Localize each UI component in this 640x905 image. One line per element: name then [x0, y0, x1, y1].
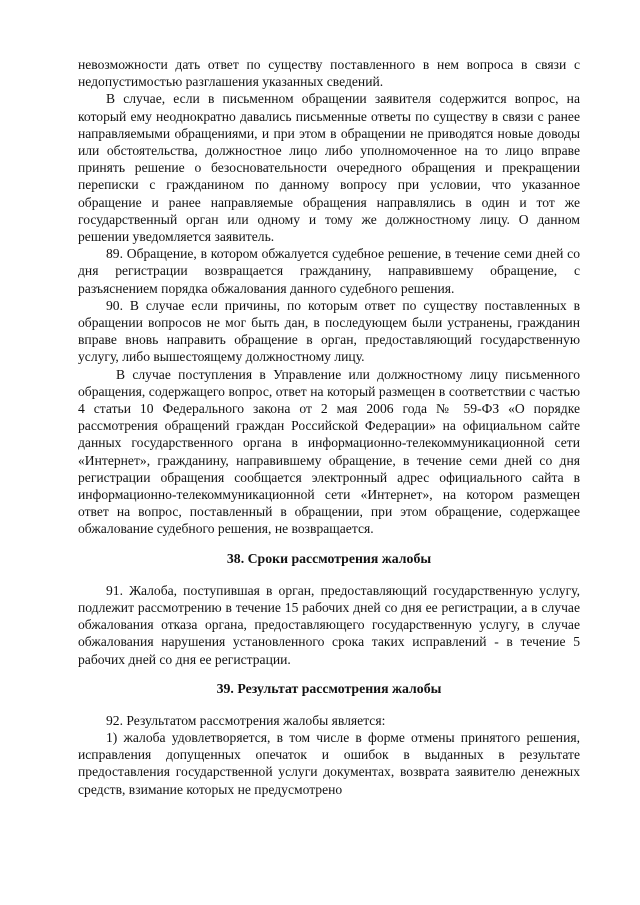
- paragraph-continuation: невозможности дать ответ по существу поставленного в нем вопроса в связи с недопустимостью разглашения указанных сведений.: [78, 57, 580, 90]
- section-38-heading: 38. Сроки рассмотрения жалобы: [226, 550, 432, 566]
- paragraph-91: 91. Жалоба, поступившая в орган, предоставляющий государственную услугу, подлежит рассмотрению в течение 15 рабочих дней со дня ее регистрации, а в случае обжалования отказа органа, предоставляющего государственную услугу, в случае обжалования нарушения установленного срока таких исправлений - в течение 5 рабочих дней со дня ее регистрации.: [78, 582, 580, 667]
- paragraph-90: 90. В случае если причины, по которым ответ по существу поставленных в обращении вопросов не мог быть дан, в последующем были устранены, гражданин вправе вновь направить обращение в орган, предоставляющий государственную услугу, либо вышестоящему должностному лицу.: [78, 297, 580, 365]
- spacer: [78, 697, 580, 712]
- paragraph-92: 92. Результатом рассмотрения жалобы является:: [106, 712, 386, 728]
- spacer: [78, 567, 580, 582]
- document-body: [78, 56, 580, 798]
- spacer: [78, 538, 580, 550]
- paragraph-repeated-appeal: В случае, если в письменном обращении заявителя содержится вопрос, на который ему неоднократно давались письменные ответы по существу в связи с ранее направляемыми обращениями, и при этом в обращении не приводятся новые доводы или обстоятельства, должностное лицо либо уполномоченное на то лицо вправе принять решение о безосновательности очередного обращения и прекращении переписки с гражданином по данному вопросу при условии, что указанное обращение и ранее направляемые обращения направлялись в один и тот же государственный орган или одному и тому же должностному лицу. О данном решении уведомляется заявитель.: [78, 91, 580, 245]
- paragraph-published-answer: В случае поступления в Управление или должностному лицу письменного обращения, содержащего вопрос, ответ на который размещен в соответствии с частью 4 статьи 10 Федерального закона от 2 мая 2006 года № 59-ФЗ «О порядке рассмотрения обращений граждан Российской Федерации» на официальном сайте данных государственного органа в информационно-телекоммуникационной сети «Интернет», гражданину, направившему обращение, в течение семи дней со дня регистрации обращения сообщается электронный адрес официального сайта в информационно-телекоммуникационной сети «Интернет», на котором размещен ответ на вопрос, поставленный в обращении, при этом обращение, содержащее обжалование судебного решения, не возвращается.: [78, 366, 580, 537]
- spacer: [78, 668, 580, 680]
- section-39-heading: 39. Результат рассмотрения жалобы: [216, 680, 442, 696]
- paragraph-89: 89. Обращение, в котором обжалуется судебное решение, в течение семи дней со дня регистрации возвращается гражданину, направившему обращение, с разъяснением порядка обжалования данного судебного решения.: [78, 246, 580, 296]
- paragraph-92-item-1: 1) жалоба удовлетворяется, в том числе в форме отмены принятого решения, исправления допущенных опечаток и ошибок в выданных в результате предоставления государственной услуги документах, возврата заявителю денежных средств, взимание которых не предусмотрено: [78, 729, 580, 797]
